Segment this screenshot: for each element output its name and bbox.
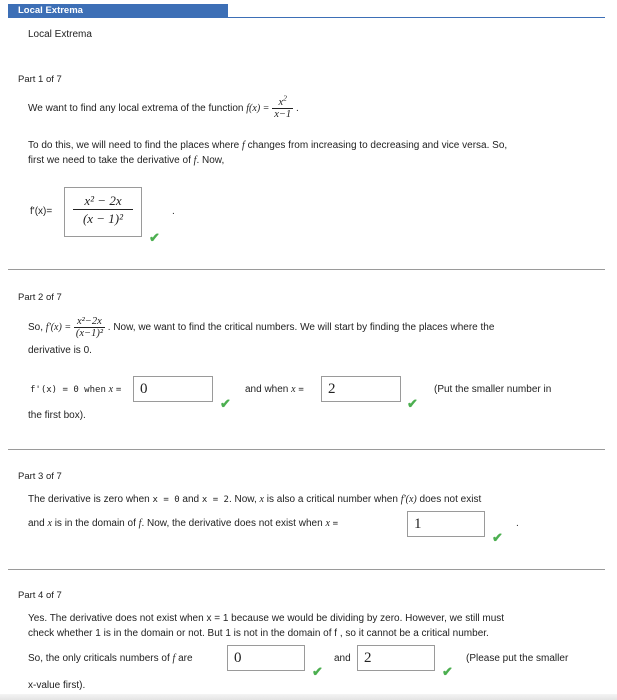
part2-num: x²−2x (74, 316, 105, 328)
part1-line2-f: f (242, 140, 245, 151)
part3-l1b: x = 0 (152, 495, 180, 505)
part3-label: Part 3 of 7 (18, 471, 62, 482)
part1-deriv-label: f'(x)= (30, 206, 53, 217)
part1-line1: We want to find any local extrema of the function f(x) = $\frac{x^2}{x-1}$ . (28, 93, 299, 120)
part3-l2c: is in the domain of (54, 518, 136, 529)
part4-line3 (28, 653, 193, 664)
part1-line3-b: . Now, (196, 155, 225, 166)
part3-l1c: and (182, 494, 200, 505)
part2-x1: x (108, 384, 114, 395)
part3-line2 (28, 518, 338, 529)
part4-answer1-input[interactable]: 0 (227, 645, 305, 671)
header-tab-title: Local Extrema (18, 5, 83, 16)
check-mark-icon: ✔ (407, 396, 418, 411)
part2-line1 (28, 316, 494, 339)
check-mark-icon: ✔ (492, 530, 503, 545)
part3-l2d: f (138, 518, 142, 529)
part1-label: Part 1 of 7 (18, 74, 62, 85)
part4-l3a: So, the only criticals numbers of (28, 653, 170, 664)
part1-fx-fraction (272, 93, 293, 120)
part1-fx-num: x (278, 97, 284, 108)
part4-and: and (334, 653, 351, 664)
part1-fx-den: x−1 (274, 109, 292, 120)
bottom-toolbar (0, 694, 617, 700)
part4-line1: Yes. The derivative does not exist when x = 1 because we would be dividing by zero. However, we still must (28, 613, 505, 624)
part3-period: . (516, 518, 519, 529)
part3-l1a: The derivative is zero when (28, 494, 150, 505)
part1-line3-a: first we need to take the derivative of (28, 155, 191, 166)
part2-sentence: . Now, we want to find the critical numbers. We will start by finding the places where the (107, 322, 495, 334)
part2-eq-prefix (30, 384, 121, 395)
part1-period: . (172, 206, 175, 217)
part3-l1g: is also a critical number when (266, 494, 398, 505)
part1-fx: f(x) = (246, 103, 270, 115)
header-divider (8, 17, 605, 18)
part4-note: (Please put the smaller (466, 653, 569, 664)
part4-note2: x-value first). (28, 680, 86, 691)
part3-l2f: x (325, 518, 330, 529)
part2-fraction (74, 316, 105, 339)
part2-eq2: = (298, 385, 304, 395)
part1-fx-num-sup: 2 (283, 93, 287, 103)
section-divider (8, 269, 605, 270)
part4-answer2-input[interactable]: 2 (357, 645, 435, 671)
part4-l3f: f (172, 653, 176, 664)
part3-l1h: f'(x) (400, 494, 417, 505)
part4-l3b: are (178, 653, 193, 664)
part2-x2: x (291, 384, 296, 395)
part2-answer2-input[interactable]: 2 (321, 376, 401, 402)
part3-l1e: . Now, (228, 494, 257, 505)
check-mark-icon: ✔ (220, 396, 231, 411)
part1-answer-box[interactable] (64, 187, 142, 237)
part1-answer-num: x² − 2x (73, 193, 133, 210)
part2-and-when-text: and when (245, 384, 289, 395)
check-mark-icon: ✔ (442, 664, 453, 679)
section-divider (8, 449, 605, 450)
part4-label: Part 4 of 7 (18, 590, 62, 601)
part2-label: Part 2 of 7 (18, 292, 62, 303)
part3-l1i: does not exist (419, 494, 482, 505)
part1-line3 (28, 155, 224, 166)
part3-l2a: and (28, 518, 45, 529)
part1-line2 (28, 140, 507, 151)
part2-line2: derivative is 0. (28, 345, 92, 356)
part1-line3-f: f (193, 155, 197, 166)
part2-and-when (245, 384, 304, 395)
part2-fpx: f'(x) = (45, 322, 72, 334)
check-mark-icon: ✔ (312, 664, 323, 679)
part1-line1-text: We want to find any local extrema of the function (28, 103, 244, 115)
part2-note2: the first box). (28, 410, 86, 421)
part2-eq1: = (115, 385, 122, 395)
page-subtitle: Local Extrema (28, 29, 92, 40)
part3-l2g: = (332, 519, 339, 529)
section-divider (8, 569, 605, 570)
part3-l2b: x (47, 518, 52, 529)
part2-eq-text: f'(x) = 0 when (30, 385, 106, 395)
part3-l1d: x = 2 (201, 495, 229, 505)
part4-line2: check whether 1 is in the domain or not. But 1 is not in the domain of f , so it cannot be a critical number. (28, 628, 489, 639)
part2-answer1-input[interactable]: 0 (133, 376, 213, 402)
part1-line2-a: To do this, we will need to find the places where (28, 140, 240, 151)
part3-line1 (28, 494, 481, 505)
part1-line2-b: changes from increasing to decreasing and vice versa. So, (247, 140, 508, 151)
part1-answer-den: (x − 1)² (82, 211, 124, 226)
part3-l1f: x (259, 494, 264, 505)
check-mark-icon: ✔ (149, 230, 160, 245)
part2-den: (x−1)² (75, 328, 103, 339)
part3-l2e: . Now, the derivative does not exist when (141, 518, 323, 529)
part2-note: (Put the smaller number in (434, 384, 552, 395)
part2-so: So, (28, 322, 44, 334)
part3-answer-input[interactable]: 1 (407, 511, 485, 537)
